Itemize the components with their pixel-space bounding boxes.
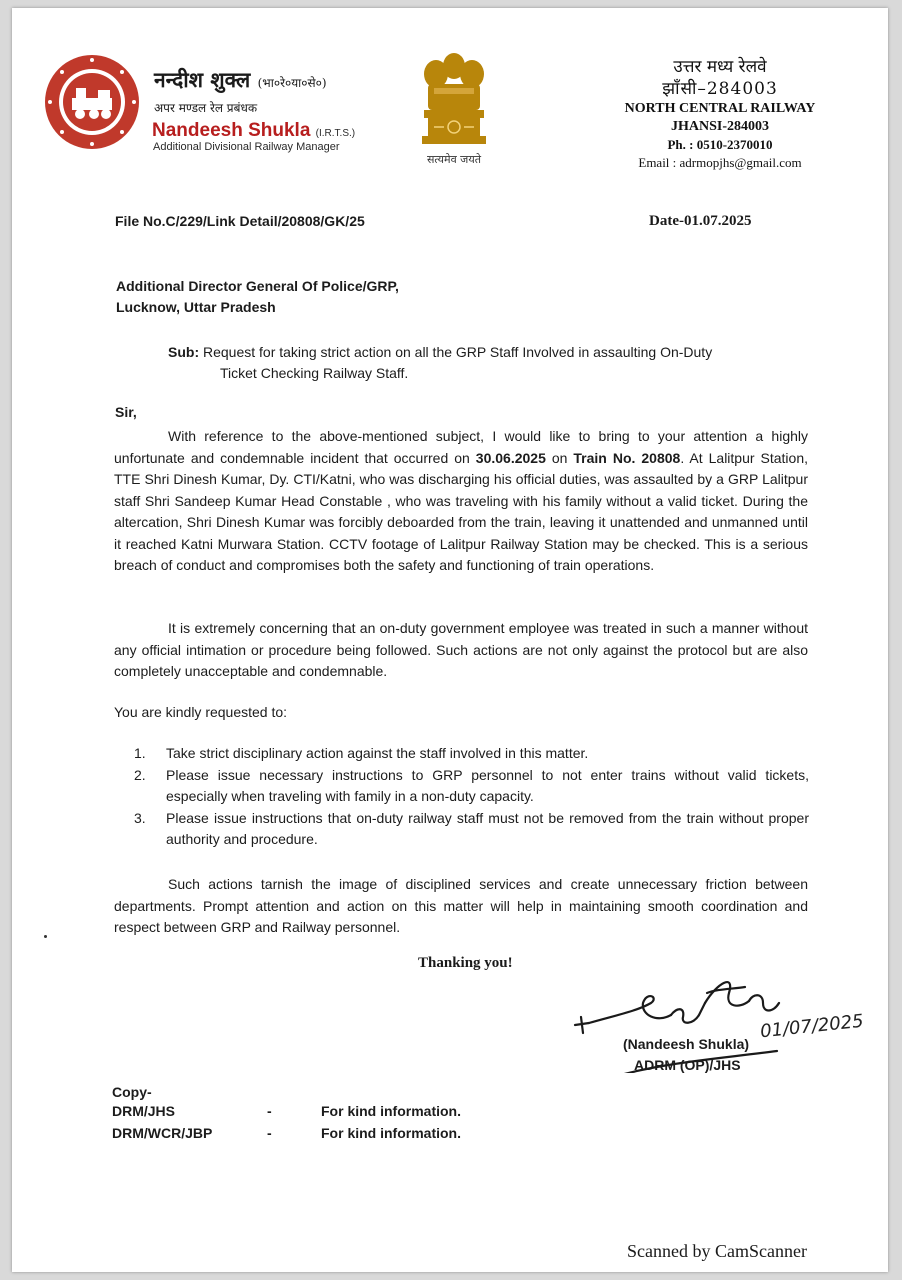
railway-name-hindi: उत्तर मध्य रेलवे [673, 57, 767, 77]
paragraph-incident: With reference to the above-mentioned subject, I would like to bring to your attention a highly unfortunate and condemnable incident that occurred on 30.06.2025 on Train No. 20808. At Lalitpur Station, TTE Shri Dinesh Kumar, Dy. CTI/Katni, who was discharging his official duties, was assaulted by a GRP Lalitpur staff Shri Sandeep Kumar Head Constable , who was traveling with his family without a valid ticket. During the altercation, Shri Dinesh Kumar was forcibly deboarded from the train, leaving it unattended and unmanned until it reached Katni Murwara Station. CCTV footage of Lalitpur Railway Station may be checked. This is a serious breach of conduct and compromises both the safety and functioning of train operations. [114, 428, 808, 573]
subject-line-2: Ticket Checking Railway Staff. [220, 365, 409, 381]
officer-name-hindi: नन्दीश शुक्ल (भा०रे०या०से०) [154, 67, 327, 92]
signatory-designation: ADRM (OP)/JHS [634, 1057, 741, 1073]
copy-row: DRM/WCR/JBP - For kind information. [112, 1125, 461, 1141]
officer-designation: Additional Divisional Railway Manager [153, 141, 340, 153]
paragraph-concern: It is extremely concerning that an on-duty government employee was treated in such a manner without any official intimation or procedure being followed. Such actions are not only against the protocol but are also completely unacceptable and condemnable. [114, 620, 808, 679]
recipient-line-1: Additional Director General Of Police/GRP, [116, 278, 399, 294]
request-intro: You are kindly requested to: [114, 704, 288, 720]
indian-railways-logo [42, 52, 142, 152]
subject [168, 342, 808, 384]
letter-date: Date-01.07.2025 [649, 213, 752, 229]
phone-number: Ph. : 0510-2370010 [667, 137, 773, 152]
signature-date: 01/07/2025 [759, 1010, 865, 1043]
city-pin: JHANSI-284003 [670, 119, 769, 134]
list-item: 2. Please issue necessary instructions to GRP personnel to not enter trains without valid tickets, especially when traveling with family in a non-duty capacity. [134, 766, 809, 804]
signatory-name: (Nandeesh Shukla) [623, 1036, 750, 1052]
list-item: 1. Take strict disciplinary action against the staff involved in this matter. [134, 745, 589, 761]
train-number: Train No. 20808 [573, 449, 681, 466]
railway-name: NORTH CENTRAL RAILWAY [624, 101, 816, 116]
subject-label: Sub: [168, 344, 200, 360]
salutation: Sir, [115, 404, 137, 420]
emblem-motto: सत्यमेव जयते [426, 153, 481, 166]
paragraph-closing: Such actions tarnish the image of disciplined services and create unnecessary friction between departments. Prompt attention and action on this matter will help in maintaining smooth coordination and respect between GRP and Railway personnel. [114, 876, 808, 935]
city-hindi: झाँसी–284003 [662, 79, 778, 99]
letter-page [12, 8, 888, 1272]
incident-date: 30.06.2025 [475, 449, 546, 466]
office-address-block [592, 56, 848, 172]
closing-thanks: Thanking you! [418, 955, 513, 971]
list-item: 3. Please issue instructions that on-duty railway staff must not be removed from the train without proper authority and procedure. [134, 809, 809, 847]
officer-designation-hindi: अपर मण्डल रेल प्रबंधक [154, 101, 258, 115]
copy-row: DRM/JHS - For kind information. [112, 1103, 461, 1119]
officer-name: Nandeesh Shukla (I.R.T.S.) [152, 120, 356, 141]
request-list [134, 743, 809, 851]
national-emblem-icon [412, 48, 496, 152]
stray-mark [44, 935, 47, 938]
file-number: File No.C/229/Link Detail/20808/GK/25 [115, 213, 365, 229]
recipient-line-2: Lucknow, Uttar Pradesh [116, 299, 276, 315]
copy-heading: Copy- [112, 1084, 152, 1100]
email-address: Email : adrmopjhs@gmail.com [638, 155, 802, 170]
scanner-watermark: Scanned by CamScanner [627, 1241, 807, 1261]
subject-line-1: Request for taking strict action on all the GRP Staff Involved in assaulting On-Duty [199, 344, 713, 360]
